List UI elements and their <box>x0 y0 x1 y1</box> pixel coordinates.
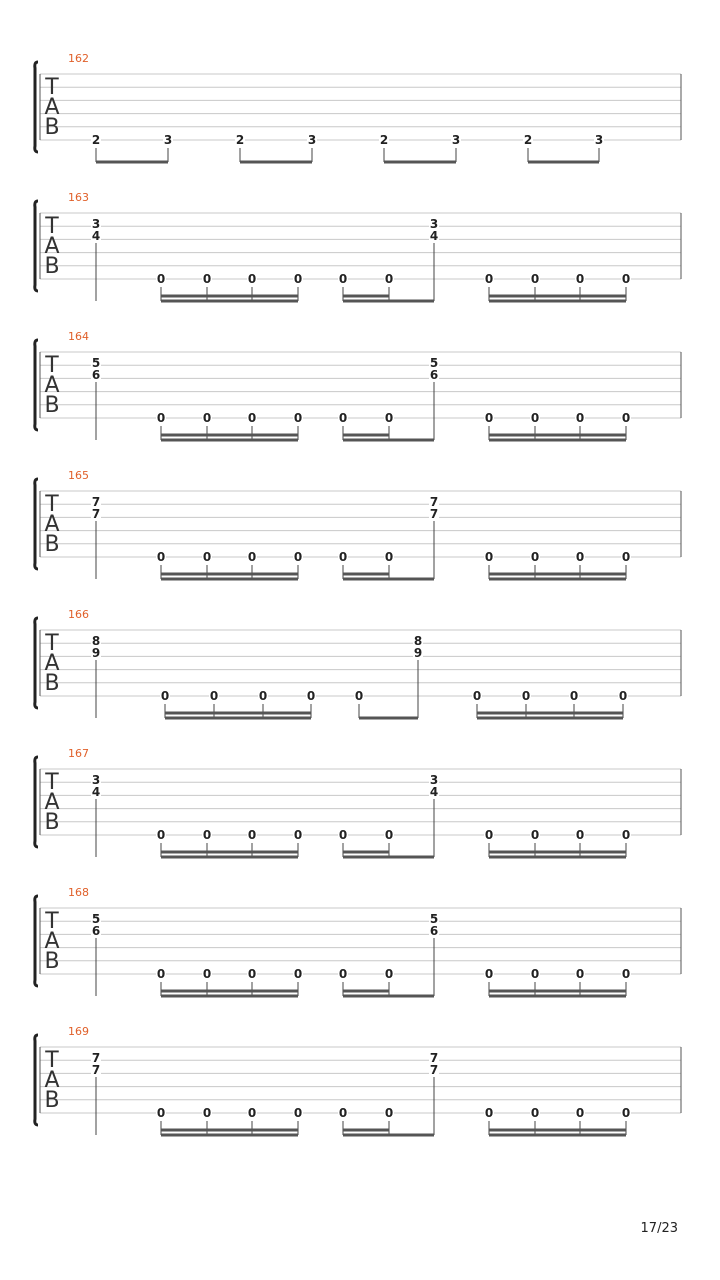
staff-bracket <box>35 479 38 569</box>
tab-clef-letter: B <box>44 671 60 696</box>
fret-number: 3 <box>429 217 439 231</box>
measure-number: 167 <box>68 747 89 760</box>
page-number: 17/23 <box>640 1221 678 1236</box>
fret-number: 0 <box>202 828 212 842</box>
fret-number: 2 <box>235 133 245 147</box>
beam <box>161 856 298 859</box>
fret-number: 0 <box>156 411 166 425</box>
fret-number: 2 <box>523 133 533 147</box>
staff-bracket <box>35 757 38 847</box>
beam <box>343 439 434 442</box>
fret-number: 0 <box>293 1106 303 1120</box>
fret-number: 0 <box>384 828 394 842</box>
staff-bracket <box>35 1035 38 1125</box>
fret-number: 7 <box>429 507 439 521</box>
staff-bracket <box>35 340 38 430</box>
tab-clef-letter: T <box>45 492 59 517</box>
tab-clef-letter: B <box>44 810 60 835</box>
beam <box>161 990 298 993</box>
fret-number: 7 <box>91 1051 101 1065</box>
fret-number: 8 <box>91 634 101 648</box>
fret-number: 0 <box>338 272 348 286</box>
tab-clef-letter: A <box>44 95 60 120</box>
fret-number: 6 <box>91 368 101 382</box>
fret-number: 0 <box>354 689 364 703</box>
fret-number: 7 <box>91 495 101 509</box>
fret-number: 0 <box>618 689 628 703</box>
fret-number: 0 <box>247 272 257 286</box>
fret-number: 0 <box>530 828 540 842</box>
fret-number: 5 <box>429 356 439 370</box>
tab-clef-letter: B <box>44 949 60 974</box>
fret-number: 0 <box>484 411 494 425</box>
measure-number: 169 <box>68 1025 89 1038</box>
fret-number: 4 <box>429 785 439 799</box>
fret-number: 9 <box>413 646 423 660</box>
fret-number: 0 <box>338 828 348 842</box>
fret-number: 0 <box>621 272 631 286</box>
beam <box>96 161 168 164</box>
beam <box>343 990 389 993</box>
fret-number: 0 <box>484 550 494 564</box>
fret-number: 0 <box>338 967 348 981</box>
fret-number: 0 <box>247 411 257 425</box>
fret-number: 0 <box>575 1106 585 1120</box>
fret-number: 0 <box>293 967 303 981</box>
fret-number: 0 <box>575 550 585 564</box>
tab-clef-letter: T <box>45 75 59 100</box>
beam <box>240 161 312 164</box>
beam <box>528 161 599 164</box>
fret-number: 0 <box>575 967 585 981</box>
fret-number: 0 <box>202 1106 212 1120</box>
fret-number: 0 <box>484 272 494 286</box>
fret-number: 0 <box>247 1106 257 1120</box>
beam <box>343 300 434 303</box>
fret-number: 0 <box>575 272 585 286</box>
fret-number: 3 <box>91 217 101 231</box>
beam <box>161 434 298 437</box>
fret-number: 5 <box>91 912 101 926</box>
fret-number: 0 <box>306 689 316 703</box>
tab-clef-letter: A <box>44 651 60 676</box>
fret-number: 0 <box>202 967 212 981</box>
fret-number: 7 <box>91 507 101 521</box>
fret-number: 5 <box>429 912 439 926</box>
fret-number: 0 <box>156 272 166 286</box>
beam <box>343 434 389 437</box>
beam <box>489 434 626 437</box>
fret-number: 8 <box>413 634 423 648</box>
fret-number: 0 <box>338 411 348 425</box>
fret-number: 0 <box>384 411 394 425</box>
fret-number: 0 <box>484 828 494 842</box>
beam <box>161 1129 298 1132</box>
fret-number: 0 <box>156 1106 166 1120</box>
fret-number: 4 <box>429 229 439 243</box>
fret-number: 0 <box>530 967 540 981</box>
measure-number: 165 <box>68 469 89 482</box>
beam <box>489 439 626 442</box>
fret-number: 0 <box>575 828 585 842</box>
fret-number: 5 <box>91 356 101 370</box>
beam <box>343 851 389 854</box>
fret-number: 6 <box>429 924 439 938</box>
fret-number: 3 <box>429 773 439 787</box>
fret-number: 0 <box>621 411 631 425</box>
beam <box>161 1134 298 1137</box>
fret-number: 0 <box>530 272 540 286</box>
fret-number: 0 <box>338 1106 348 1120</box>
beam <box>343 578 434 581</box>
fret-number: 3 <box>163 133 173 147</box>
fret-number: 0 <box>530 1106 540 1120</box>
measure-number: 164 <box>68 330 89 343</box>
beam <box>489 851 626 854</box>
tab-clef-letter: T <box>45 909 59 934</box>
beam <box>343 1134 434 1137</box>
fret-number: 0 <box>569 689 579 703</box>
beam <box>343 573 389 576</box>
measure-number: 166 <box>68 608 89 621</box>
fret-number: 0 <box>338 550 348 564</box>
tab-clef-letter: T <box>45 1048 59 1073</box>
fret-number: 0 <box>530 550 540 564</box>
beam <box>161 295 298 298</box>
fret-number: 4 <box>91 785 101 799</box>
fret-number: 6 <box>429 368 439 382</box>
beam <box>343 995 434 998</box>
tab-clef-letter: B <box>44 393 60 418</box>
staff-bracket <box>35 201 38 291</box>
fret-number: 3 <box>91 773 101 787</box>
fret-number: 0 <box>209 689 219 703</box>
fret-number: 0 <box>621 828 631 842</box>
tab-clef-letter: T <box>45 214 59 239</box>
beam <box>161 851 298 854</box>
fret-number: 3 <box>594 133 604 147</box>
fret-number: 3 <box>307 133 317 147</box>
staff-bracket <box>35 618 38 708</box>
fret-number: 0 <box>472 689 482 703</box>
fret-number: 2 <box>379 133 389 147</box>
tab-clef-letter: A <box>44 373 60 398</box>
beam <box>489 995 626 998</box>
fret-number: 0 <box>293 411 303 425</box>
fret-number: 0 <box>293 550 303 564</box>
tab-clef-letter: A <box>44 1068 60 1093</box>
fret-number: 3 <box>451 133 461 147</box>
fret-number: 0 <box>258 689 268 703</box>
fret-number: 7 <box>429 1063 439 1077</box>
fret-number: 9 <box>91 646 101 660</box>
fret-number: 6 <box>91 924 101 938</box>
beam <box>489 578 626 581</box>
fret-number: 0 <box>621 550 631 564</box>
fret-number: 0 <box>202 550 212 564</box>
beam <box>343 856 434 859</box>
measure-number: 168 <box>68 886 89 899</box>
fret-number: 0 <box>202 411 212 425</box>
measure-number: 163 <box>68 191 89 204</box>
beam <box>165 717 311 720</box>
tab-clef-letter: B <box>44 254 60 279</box>
fret-number: 0 <box>384 272 394 286</box>
beam <box>489 573 626 576</box>
fret-number: 2 <box>91 133 101 147</box>
beam <box>489 295 626 298</box>
fret-number: 4 <box>91 229 101 243</box>
tab-clef-letter: A <box>44 512 60 537</box>
fret-number: 7 <box>429 495 439 509</box>
tab-clef-letter: T <box>45 631 59 656</box>
fret-number: 0 <box>384 1106 394 1120</box>
fret-number: 0 <box>247 828 257 842</box>
beam <box>165 712 311 715</box>
fret-number: 0 <box>621 1106 631 1120</box>
beam <box>477 717 623 720</box>
fret-number: 0 <box>156 828 166 842</box>
fret-number: 0 <box>160 689 170 703</box>
fret-number: 0 <box>484 967 494 981</box>
fret-number: 0 <box>156 550 166 564</box>
beam <box>384 161 456 164</box>
tab-clef-letter: A <box>44 929 60 954</box>
beam <box>489 1134 626 1137</box>
fret-number: 0 <box>384 550 394 564</box>
fret-number: 0 <box>156 967 166 981</box>
staff-bracket <box>35 896 38 986</box>
fret-number: 0 <box>575 411 585 425</box>
fret-number: 0 <box>521 689 531 703</box>
fret-number: 7 <box>429 1051 439 1065</box>
beam <box>161 995 298 998</box>
beam <box>343 1129 389 1132</box>
beam <box>343 295 389 298</box>
fret-number: 0 <box>621 967 631 981</box>
fret-number: 7 <box>91 1063 101 1077</box>
tab-clef-letter: B <box>44 532 60 557</box>
tab-clef-letter: T <box>45 353 59 378</box>
beam <box>477 712 623 715</box>
tab-clef-letter: A <box>44 790 60 815</box>
staff-bracket <box>35 62 38 152</box>
fret-number: 0 <box>247 550 257 564</box>
beam <box>489 990 626 993</box>
beam <box>489 856 626 859</box>
beam <box>161 573 298 576</box>
fret-number: 0 <box>384 967 394 981</box>
fret-number: 0 <box>293 272 303 286</box>
tab-clef-letter: B <box>44 1088 60 1113</box>
beam <box>489 300 626 303</box>
fret-number: 0 <box>293 828 303 842</box>
beam <box>161 300 298 303</box>
tab-clef-letter: B <box>44 115 60 140</box>
beam <box>359 717 418 720</box>
fret-number: 0 <box>247 967 257 981</box>
fret-number: 0 <box>530 411 540 425</box>
beam <box>161 578 298 581</box>
fret-number: 0 <box>484 1106 494 1120</box>
fret-number: 0 <box>202 272 212 286</box>
beam <box>489 1129 626 1132</box>
tab-clef-letter: A <box>44 234 60 259</box>
beam <box>161 439 298 442</box>
measure-number: 162 <box>68 52 89 65</box>
tab-clef-letter: T <box>45 770 59 795</box>
